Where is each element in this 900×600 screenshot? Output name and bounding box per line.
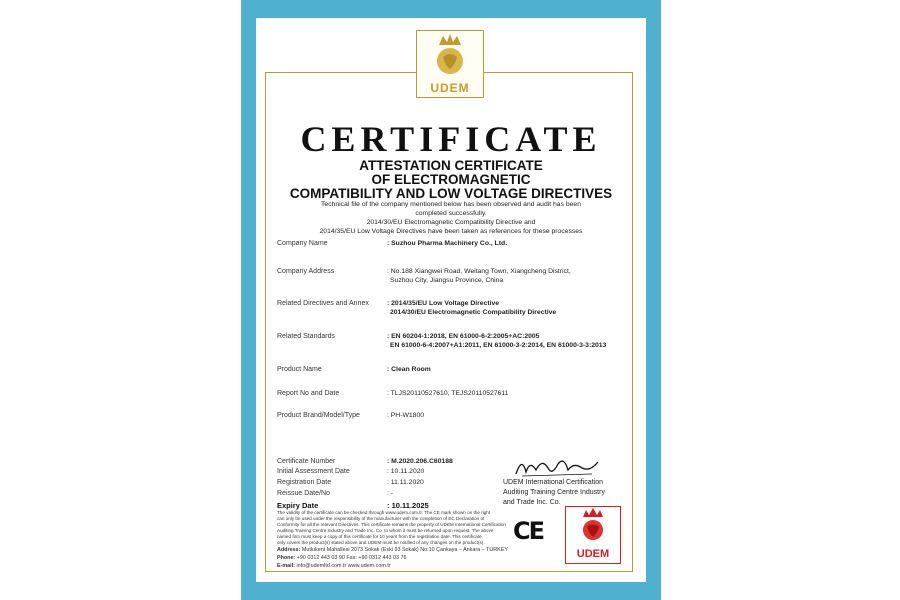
ce-mark: CE [513,517,544,545]
fine-print-line-5: named firm must keep a copy of this certificate for 10 years from the registration date. This certificate [277,534,482,539]
subtitle-line-2: OF ELECTROMAGNETIC [371,172,531,187]
phone-line [277,555,406,561]
registration-value: : 11.11.2020 [387,479,424,486]
brand-model-label: Product Brand/Model/Type [277,412,360,419]
standards-line-1: : EN 60204-1:2018, EN 61000-6-2:2005+AC:2005 [387,333,540,340]
logo-brand-text: UDEM [430,81,470,95]
report-value: : TLJS20110527610, TEJS20110527611 [387,390,509,397]
expiry-value: : 10.11.2025 [387,501,429,510]
fine-print-line-6: only covers the product(s) stated above and UDEM must be notified of any changes on the product(s). [277,540,485,545]
directives-label: Related Directives and Annex [277,300,369,307]
report-label: Report No and Date [277,390,340,397]
initial-assessment-value: : 10.11.2020 [387,468,425,475]
directives-line-1: : 2014/35/EU Low Voltage Directive [387,300,500,307]
standards-label: Related Standards [277,333,335,340]
address-label: Address: [277,547,301,553]
email-label: E-mail: [277,563,295,569]
signature [512,454,602,480]
issuer-line-1: UDEM International Certification [503,479,603,486]
certificate-title: CERTIFICATE [300,119,602,159]
udem-stamp [565,506,621,564]
company-name-value: : Suzhou Pharma Machinery Co., Ltd. [387,240,508,247]
address-text: Mutlukent Mahallesi 2073 Sokak (Eski 93 Sokak) No:10 Çankaya – Ankara – TURKEY [300,547,508,553]
intro-line-2: completed successfully. [415,210,487,217]
fine-print-line-1: The validity of the certificate can be checked through www.udem.com.tr. The CE mark shown on the right [277,510,491,515]
udem-stamp-text: UDEM [576,548,610,560]
issuer-line-2: Auditing Training Centre Industry [503,489,605,496]
fine-print-line-2: can only be used under the responsibility of the manufacturer with the completion of EC Declaration of [277,516,485,521]
phone-text: +90 0312 443 03 90 Fax: +90 0312 443 03 76 [295,555,407,561]
lion-crown-icon [417,31,483,81]
subtitle-line-1: ATTESTATION CERTIFICATE [359,158,543,173]
fine-print-line-3: Conformity for all the relevant Directives. This certificate remains the property of UDEM International Certification [277,522,506,527]
company-address-label: Company Address [277,268,335,275]
brand-model-value: : PH-W1800 [387,412,425,419]
intro-line-1: Technical file of the company mentioned below has been observed and audit has been [321,201,581,208]
red-lion-icon [566,507,620,543]
email-line [277,563,391,569]
company-address-line-1: : No.188 Xiangwei Road, Weitang Town, Xiangcheng District, [387,268,571,275]
intro-line-4: 2014/35/EU Low Voltage Directives have been taken as references for these processes [319,228,583,235]
initial-assessment-label: Initial Assessment Date [277,468,350,475]
expiry-label: Expiry Date [277,501,319,510]
reissue-value: : - [387,490,394,497]
intro-line-3: 2014/30/EU Electromagnetic Compatibility Directive and [366,219,536,226]
reissue-label: Reissue Date/No [277,490,330,497]
product-name-label: Product Name [277,366,322,373]
udem-logo [416,30,484,98]
standards-line-2: EN 61000-6-4:2007+A1:2011, EN 61000-3-2:2014, EN 61000-3-3:2013 [390,342,607,349]
certificate-number-value: : M.2020.206.C60188 [387,458,453,465]
certificate-number-label: Certificate Number [277,458,336,465]
issuer-line-3: and Trade Inc. Co. [503,499,561,506]
product-name-value: : Clean Room [387,366,431,373]
company-name-label: Company Name [277,240,328,247]
company-address-line-2: Suzhou City, Jiangsu Province, China [390,277,504,284]
phone-label: Phone: [277,555,296,561]
email-text: info@udemltd.com.tr www.udem.com.tr [294,563,391,569]
subtitle-line-3: COMPATIBILITY AND LOW VOLTAGE DIRECTIVES [289,186,613,201]
directives-line-2: 2014/30/EU Electromagnetic Compatibility Directive [390,309,557,316]
fine-print-line-4: Auditing Training Centre Industry and Trade Inc. Co. to whom it must be returned upon request. The above [277,528,494,533]
registration-label: Registration Date [277,479,332,486]
address-line [277,547,508,553]
